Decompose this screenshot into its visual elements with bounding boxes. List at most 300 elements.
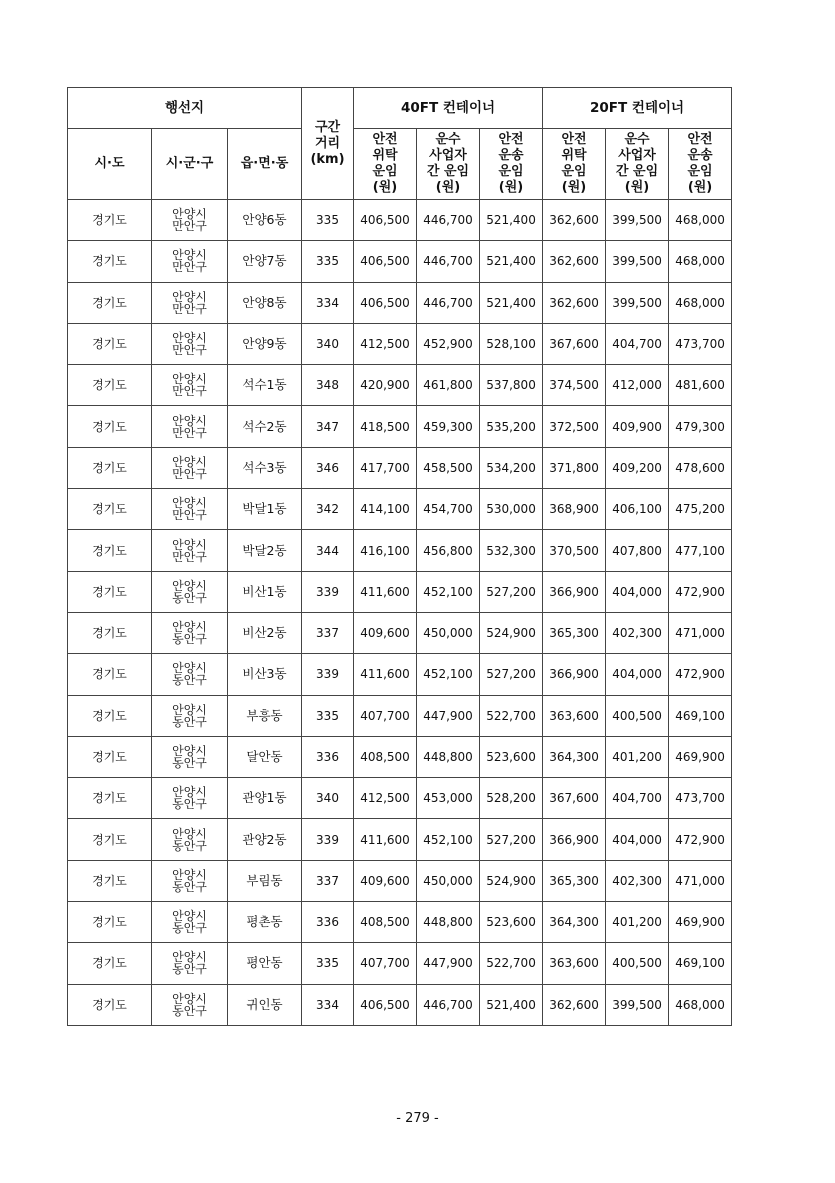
dong-cell: 비산2동	[228, 612, 302, 653]
ft20-transport-cell: 472,900	[669, 654, 732, 695]
ft20-consign-cell: 363,600	[543, 943, 606, 984]
header-20ft: 20FT 컨테이너	[543, 88, 732, 129]
gu-name: 동안구	[172, 673, 207, 688]
sido-cell: 경기도	[68, 902, 152, 943]
ft40-consign-cell: 418,500	[354, 406, 417, 447]
sido-cell: 경기도	[68, 489, 152, 530]
header-text: 사업자	[429, 148, 467, 163]
ft20-consign-cell: 368,900	[543, 489, 606, 530]
ft40-operator-cell: 448,800	[417, 902, 480, 943]
ft20-consign-cell: 363,600	[543, 695, 606, 736]
si-name: 안양시	[172, 620, 207, 635]
sido-cell: 경기도	[68, 282, 152, 323]
gu-name: 동안구	[172, 756, 207, 770]
ft40-consign-cell: 406,500	[354, 200, 417, 241]
ft20-operator-cell: 406,100	[606, 489, 669, 530]
ft20-transport-cell: 469,900	[669, 902, 732, 943]
ft40-consign-cell: 416,100	[354, 530, 417, 571]
si-name: 안양시	[172, 454, 207, 469]
header-text: (원)	[624, 180, 650, 195]
header-20ft-operator	[606, 129, 669, 200]
ft40-operator-cell: 446,700	[417, 241, 480, 282]
si-name: 안양시	[172, 991, 207, 1006]
header-region: 행선지	[68, 88, 302, 129]
ft20-transport-cell: 472,900	[669, 819, 732, 860]
table-row	[68, 323, 732, 364]
ft20-transport-cell: 472,900	[669, 571, 732, 612]
sigungu-cell	[152, 943, 228, 984]
sigungu-cell	[152, 819, 228, 860]
ft20-operator-cell: 404,000	[606, 654, 669, 695]
ft20-consign-cell: 362,600	[543, 241, 606, 282]
header-text: 운임	[498, 164, 524, 179]
header-40ft-transport	[480, 129, 543, 200]
ft20-consign-cell: 366,900	[543, 819, 606, 860]
sigungu-cell	[152, 365, 228, 406]
ft40-transport-cell: 537,800	[480, 365, 543, 406]
ft20-operator-cell: 401,200	[606, 902, 669, 943]
sigungu-cell	[152, 530, 228, 571]
header-text: (원)	[435, 180, 461, 195]
dong-cell: 석수2동	[228, 406, 302, 447]
ft20-transport-cell: 475,200	[669, 489, 732, 530]
distance-cell: 346	[302, 447, 354, 488]
gu-name: 만안구	[172, 549, 207, 564]
ft40-consign-cell: 417,700	[354, 447, 417, 488]
ft40-operator-cell: 456,800	[417, 530, 480, 571]
ft40-operator-cell: 452,900	[417, 323, 480, 364]
distance-cell: 334	[302, 282, 354, 323]
distance-cell: 344	[302, 530, 354, 571]
header-distance	[302, 88, 354, 200]
dong-cell: 박달1동	[228, 489, 302, 530]
header-text: 안전	[561, 132, 587, 147]
ft40-transport-cell: 523,600	[480, 736, 543, 777]
header-text: 위탁	[372, 148, 398, 163]
gu-name: 동안구	[172, 632, 207, 647]
header-text: 운임	[561, 164, 587, 179]
ft20-operator-cell: 412,000	[606, 365, 669, 406]
distance-cell: 335	[302, 241, 354, 282]
si-name: 안양시	[172, 950, 207, 965]
dong-cell: 귀인동	[228, 984, 302, 1025]
ft40-consign-cell: 408,500	[354, 902, 417, 943]
ft40-transport-cell: 527,200	[480, 654, 543, 695]
ft40-transport-cell: 532,300	[480, 530, 543, 571]
header-text: 운송	[498, 148, 524, 163]
table-row	[68, 200, 732, 241]
ft40-transport-cell: 521,400	[480, 241, 543, 282]
ft40-operator-cell: 446,700	[417, 282, 480, 323]
ft40-operator-cell: 453,000	[417, 778, 480, 819]
ft20-operator-cell: 409,200	[606, 447, 669, 488]
si-name: 안양시	[172, 785, 207, 800]
sido-cell: 경기도	[68, 819, 152, 860]
ft20-transport-cell: 469,100	[669, 943, 732, 984]
sigungu-cell	[152, 984, 228, 1025]
table-row	[68, 530, 732, 571]
gu-name: 만안구	[172, 384, 207, 399]
table-row	[68, 654, 732, 695]
sido-cell: 경기도	[68, 778, 152, 819]
distance-cell: 337	[302, 612, 354, 653]
header-text: 위탁	[561, 148, 587, 163]
si-name: 안양시	[172, 909, 207, 924]
ft40-consign-cell: 408,500	[354, 736, 417, 777]
ft40-consign-cell: 409,600	[354, 612, 417, 653]
table-body	[68, 200, 732, 1026]
ft40-transport-cell: 521,400	[480, 282, 543, 323]
sigungu-cell	[152, 860, 228, 901]
table-row	[68, 447, 732, 488]
sigungu-cell	[152, 902, 228, 943]
si-name: 안양시	[172, 248, 207, 263]
gu-name: 만안구	[172, 343, 207, 358]
ft20-operator-cell: 409,900	[606, 406, 669, 447]
header-distance-line2: 거리	[314, 135, 341, 151]
si-name: 안양시	[172, 661, 207, 676]
header-text: 안전	[372, 132, 398, 147]
ft40-transport-cell: 527,200	[480, 571, 543, 612]
sido-cell: 경기도	[68, 241, 152, 282]
distance-cell: 339	[302, 819, 354, 860]
ft40-consign-cell: 420,900	[354, 365, 417, 406]
ft20-consign-cell: 362,600	[543, 282, 606, 323]
dong-cell: 석수1동	[228, 365, 302, 406]
si-name: 안양시	[172, 207, 207, 222]
sigungu-cell	[152, 282, 228, 323]
gu-name: 만안구	[172, 466, 207, 481]
si-name: 안양시	[172, 867, 207, 882]
table-row	[68, 282, 732, 323]
ft20-consign-cell: 364,300	[543, 736, 606, 777]
dong-cell: 비산3동	[228, 654, 302, 695]
ft20-transport-cell: 468,000	[669, 241, 732, 282]
page-number: - 279 -	[396, 1111, 439, 1126]
ft40-transport-cell: 528,200	[480, 778, 543, 819]
gu-name: 만안구	[172, 301, 207, 316]
header-text: (원)	[561, 180, 587, 195]
sido-cell: 경기도	[68, 736, 152, 777]
table-row	[68, 612, 732, 653]
si-name: 안양시	[172, 496, 207, 511]
ft40-operator-cell: 452,100	[417, 819, 480, 860]
ft40-operator-cell: 448,800	[417, 736, 480, 777]
ft40-operator-cell: 450,000	[417, 860, 480, 901]
ft40-operator-cell: 446,700	[417, 984, 480, 1025]
ft40-operator-cell: 454,700	[417, 489, 480, 530]
gu-name: 동안구	[172, 838, 207, 853]
table-row	[68, 943, 732, 984]
dong-cell: 평안동	[228, 943, 302, 984]
ft40-consign-cell: 406,500	[354, 984, 417, 1025]
header-text: 운수	[624, 132, 650, 147]
sigungu-cell	[152, 778, 228, 819]
distance-cell: 335	[302, 943, 354, 984]
table-row	[68, 571, 732, 612]
distance-cell: 335	[302, 695, 354, 736]
header-distance-line3: (km)	[310, 151, 345, 167]
ft40-consign-cell: 414,100	[354, 489, 417, 530]
ft40-transport-cell: 523,600	[480, 902, 543, 943]
gu-name: 만안구	[172, 425, 207, 440]
table-row	[68, 778, 732, 819]
gu-name: 동안구	[172, 590, 207, 605]
ft20-consign-cell: 364,300	[543, 902, 606, 943]
header-text: 운수	[435, 132, 461, 147]
header-text: 안전	[687, 132, 713, 147]
ft40-operator-cell: 447,900	[417, 695, 480, 736]
ft40-operator-cell: 458,500	[417, 447, 480, 488]
ft20-operator-cell: 404,000	[606, 819, 669, 860]
sigungu-cell	[152, 571, 228, 612]
header-eupmyeondong: 읍·면·동	[228, 129, 302, 200]
ft40-transport-cell: 521,400	[480, 200, 543, 241]
header-distance-line1: 구간	[314, 119, 341, 135]
dong-cell: 안양8동	[228, 282, 302, 323]
dong-cell: 부림동	[228, 860, 302, 901]
ft40-operator-cell: 452,100	[417, 571, 480, 612]
header-40ft-operator	[417, 129, 480, 200]
ft20-operator-cell: 404,700	[606, 778, 669, 819]
header-sigungu: 시·군·구	[152, 129, 228, 200]
ft20-operator-cell: 400,500	[606, 695, 669, 736]
distance-cell: 335	[302, 200, 354, 241]
ft20-operator-cell: 399,500	[606, 282, 669, 323]
distance-cell: 340	[302, 778, 354, 819]
ft20-transport-cell: 468,000	[669, 282, 732, 323]
ft20-operator-cell: 400,500	[606, 943, 669, 984]
ft40-operator-cell: 459,300	[417, 406, 480, 447]
si-name: 안양시	[172, 537, 207, 552]
ft20-consign-cell: 374,500	[543, 365, 606, 406]
ft20-operator-cell: 404,000	[606, 571, 669, 612]
header-40ft: 40FT 컨테이너	[354, 88, 543, 129]
ft20-consign-cell: 370,500	[543, 530, 606, 571]
ft20-transport-cell: 471,000	[669, 612, 732, 653]
ft40-transport-cell: 535,200	[480, 406, 543, 447]
table-row	[68, 489, 732, 530]
sigungu-cell	[152, 323, 228, 364]
ft20-consign-cell: 366,900	[543, 571, 606, 612]
ft20-operator-cell: 402,300	[606, 612, 669, 653]
ft20-operator-cell: 404,700	[606, 323, 669, 364]
distance-cell: 334	[302, 984, 354, 1025]
si-name: 안양시	[172, 744, 207, 758]
sido-cell: 경기도	[68, 571, 152, 612]
freight-rate-table	[67, 87, 732, 1026]
ft20-consign-cell: 365,300	[543, 612, 606, 653]
header-text: 간 운임	[426, 164, 470, 179]
sido-cell: 경기도	[68, 654, 152, 695]
header-text: (원)	[687, 180, 713, 195]
ft40-operator-cell: 450,000	[417, 612, 480, 653]
table-row	[68, 406, 732, 447]
sido-cell: 경기도	[68, 406, 152, 447]
gu-name: 만안구	[172, 219, 207, 234]
sigungu-cell	[152, 654, 228, 695]
gu-name: 만안구	[172, 260, 207, 275]
ft40-operator-cell: 447,900	[417, 943, 480, 984]
distance-cell: 347	[302, 406, 354, 447]
table-row	[68, 860, 732, 901]
ft40-consign-cell: 411,600	[354, 819, 417, 860]
gu-name: 동안구	[172, 714, 207, 729]
header-text: 안전	[498, 132, 524, 147]
ft40-transport-cell: 528,100	[480, 323, 543, 364]
ft40-transport-cell: 534,200	[480, 447, 543, 488]
table-header	[68, 88, 732, 200]
sido-cell: 경기도	[68, 323, 152, 364]
table-row	[68, 241, 732, 282]
ft40-transport-cell: 527,200	[480, 819, 543, 860]
ft20-transport-cell: 471,000	[669, 860, 732, 901]
header-text: 운임	[372, 164, 398, 179]
dong-cell: 박달2동	[228, 530, 302, 571]
gu-name: 동안구	[172, 921, 207, 936]
si-name: 안양시	[172, 372, 207, 387]
ft20-transport-cell: 479,300	[669, 406, 732, 447]
sigungu-cell	[152, 612, 228, 653]
sigungu-cell	[152, 447, 228, 488]
ft40-operator-cell: 446,700	[417, 200, 480, 241]
ft20-consign-cell: 372,500	[543, 406, 606, 447]
gu-name: 동안구	[172, 797, 207, 812]
sido-cell: 경기도	[68, 984, 152, 1025]
header-20ft-consign	[543, 129, 606, 200]
header-text: 운임	[687, 164, 713, 179]
dong-cell: 달안동	[228, 736, 302, 777]
ft40-transport-cell: 530,000	[480, 489, 543, 530]
table-row	[68, 736, 732, 777]
header-text: (원)	[372, 180, 398, 195]
table-row	[68, 984, 732, 1025]
gu-name: 동안구	[172, 1003, 207, 1018]
ft40-consign-cell: 411,600	[354, 571, 417, 612]
distance-cell: 336	[302, 736, 354, 777]
table-row	[68, 365, 732, 406]
table-row	[68, 819, 732, 860]
dong-cell: 석수3동	[228, 447, 302, 488]
ft20-transport-cell: 481,600	[669, 365, 732, 406]
ft20-operator-cell: 399,500	[606, 200, 669, 241]
gu-name: 동안구	[172, 962, 207, 977]
distance-cell: 348	[302, 365, 354, 406]
ft20-transport-cell: 478,600	[669, 447, 732, 488]
ft20-operator-cell: 399,500	[606, 984, 669, 1025]
dong-cell: 안양6동	[228, 200, 302, 241]
sido-cell: 경기도	[68, 612, 152, 653]
ft20-consign-cell: 367,600	[543, 778, 606, 819]
ft40-operator-cell: 461,800	[417, 365, 480, 406]
gu-name: 동안구	[172, 879, 207, 894]
ft40-consign-cell: 406,500	[354, 241, 417, 282]
dong-cell: 부흥동	[228, 695, 302, 736]
sido-cell: 경기도	[68, 943, 152, 984]
ft20-transport-cell: 468,000	[669, 200, 732, 241]
header-20ft-transport	[669, 129, 732, 200]
ft20-transport-cell: 477,100	[669, 530, 732, 571]
si-name: 안양시	[172, 578, 207, 593]
dong-cell: 평촌동	[228, 902, 302, 943]
dong-cell: 안양7동	[228, 241, 302, 282]
ft20-consign-cell: 362,600	[543, 200, 606, 241]
si-name: 안양시	[172, 331, 207, 346]
sido-cell: 경기도	[68, 200, 152, 241]
ft40-transport-cell: 522,700	[480, 695, 543, 736]
sido-cell: 경기도	[68, 447, 152, 488]
ft40-transport-cell: 524,900	[480, 860, 543, 901]
distance-cell: 342	[302, 489, 354, 530]
dong-cell: 안양9동	[228, 323, 302, 364]
distance-cell: 337	[302, 860, 354, 901]
ft40-consign-cell: 412,500	[354, 323, 417, 364]
header-40ft-consign	[354, 129, 417, 200]
si-name: 안양시	[172, 289, 207, 304]
sigungu-cell	[152, 489, 228, 530]
ft20-consign-cell: 371,800	[543, 447, 606, 488]
header-sido: 시·도	[68, 129, 152, 200]
sigungu-cell	[152, 695, 228, 736]
ft20-operator-cell: 401,200	[606, 736, 669, 777]
ft40-consign-cell: 412,500	[354, 778, 417, 819]
header-text: (원)	[498, 180, 524, 195]
ft20-transport-cell: 473,700	[669, 323, 732, 364]
dong-cell: 비산1동	[228, 571, 302, 612]
ft40-consign-cell: 411,600	[354, 654, 417, 695]
sigungu-cell	[152, 736, 228, 777]
header-text: 간 운임	[615, 164, 659, 179]
sido-cell: 경기도	[68, 365, 152, 406]
dong-cell: 관양2동	[228, 819, 302, 860]
ft40-consign-cell: 409,600	[354, 860, 417, 901]
ft40-transport-cell: 524,900	[480, 612, 543, 653]
si-name: 안양시	[172, 702, 207, 717]
ft20-consign-cell: 367,600	[543, 323, 606, 364]
ft20-transport-cell: 473,700	[669, 778, 732, 819]
distance-cell: 340	[302, 323, 354, 364]
ft20-consign-cell: 366,900	[543, 654, 606, 695]
ft20-consign-cell: 362,600	[543, 984, 606, 1025]
si-name: 안양시	[172, 826, 207, 841]
sido-cell: 경기도	[68, 695, 152, 736]
ft20-transport-cell: 469,100	[669, 695, 732, 736]
sigungu-cell	[152, 241, 228, 282]
table-row	[68, 902, 732, 943]
distance-cell: 339	[302, 654, 354, 695]
gu-name: 만안구	[172, 508, 207, 523]
header-text: 운송	[687, 148, 713, 163]
dong-cell: 관양1동	[228, 778, 302, 819]
distance-cell: 339	[302, 571, 354, 612]
sigungu-cell	[152, 406, 228, 447]
distance-cell: 336	[302, 902, 354, 943]
header-text: 사업자	[618, 148, 656, 163]
ft40-consign-cell: 406,500	[354, 282, 417, 323]
sido-cell: 경기도	[68, 530, 152, 571]
ft20-operator-cell: 407,800	[606, 530, 669, 571]
table-row	[68, 695, 732, 736]
ft20-consign-cell: 365,300	[543, 860, 606, 901]
ft40-transport-cell: 522,700	[480, 943, 543, 984]
ft20-operator-cell: 402,300	[606, 860, 669, 901]
ft20-operator-cell: 399,500	[606, 241, 669, 282]
ft40-consign-cell: 407,700	[354, 695, 417, 736]
sido-cell: 경기도	[68, 860, 152, 901]
ft40-transport-cell: 521,400	[480, 984, 543, 1025]
ft20-transport-cell: 468,000	[669, 984, 732, 1025]
ft20-transport-cell: 469,900	[669, 736, 732, 777]
